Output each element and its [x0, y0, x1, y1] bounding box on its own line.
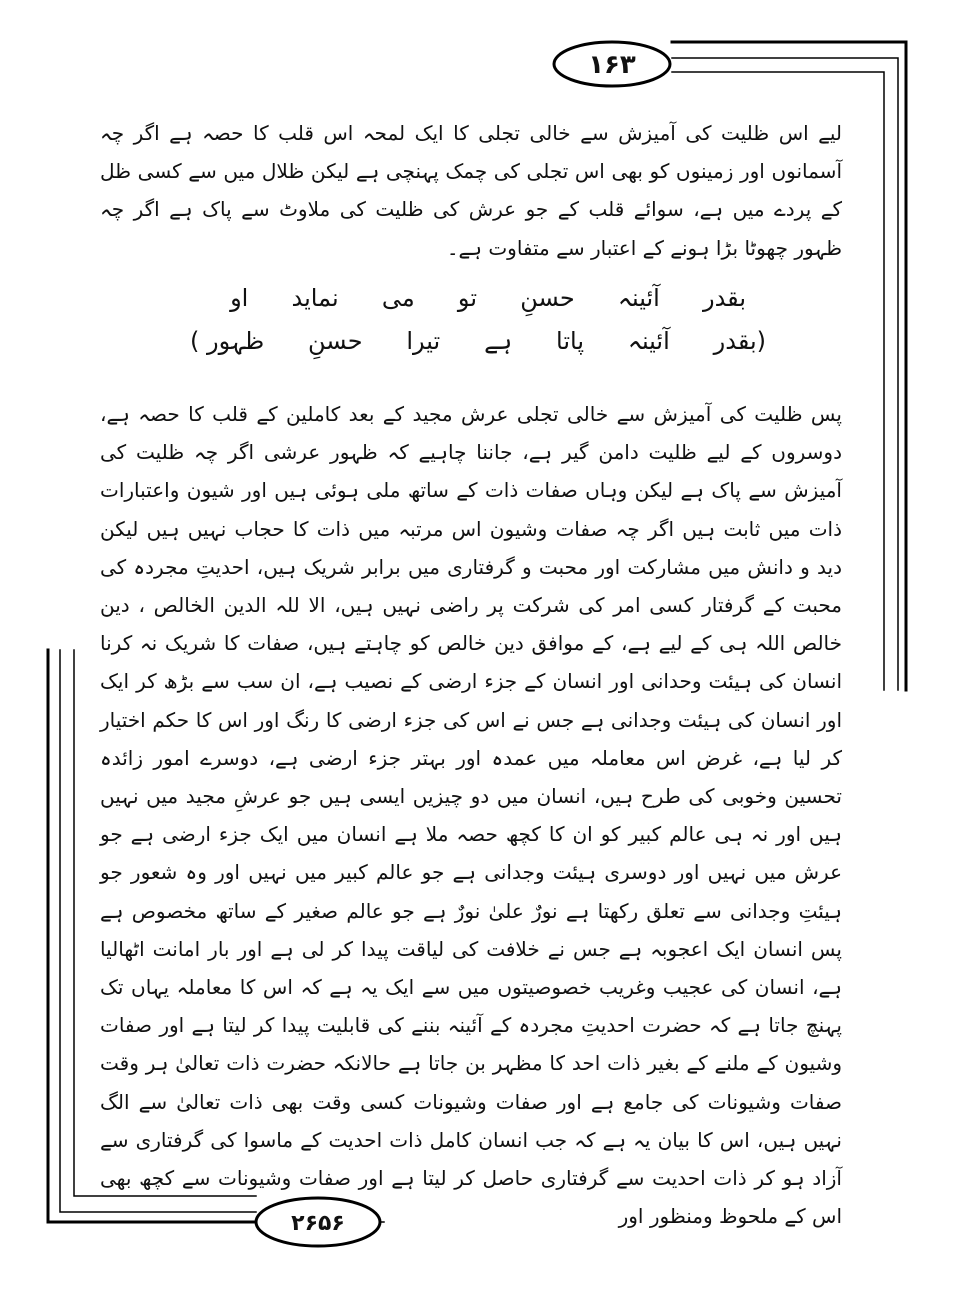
couplet-word: پاتا — [556, 327, 585, 355]
couplet-word: (بقدر — [713, 327, 766, 355]
couplet-line-1 — [118, 269, 824, 327]
couplet-line-2-translation — [118, 327, 824, 369]
paragraph-1: لیے اس ظلیت کی آمیزش سے خالی تجلی کا ایک لمحہ اس قلب کا حصہ ہے اگر چہ آسمانوں اور زمینوں کو بھی اس تجلی کی چمک پہنچی ہے لیکن ظلال میں سے کسی ظل کے پردے میں ہے، سوائے قلب کے جو عرش کی ظلیت کی ملاوٹ سے پاک ہے اگر چہ ظہور چھوٹا بڑا ہونے کے اعتبار سے متفاوت ہے۔ — [100, 121, 842, 260]
couplet-word: تو — [457, 284, 477, 312]
couplet-word: او — [230, 284, 249, 312]
header-page-number: ۱۶۳ — [588, 50, 636, 80]
paragraph-2: پس ظلیت کی آمیزش سے خالی تجلی عرش مجید کے بعد کاملین کے قلب کا حصہ ہے، دوسروں کے لیے ظلیت دامن گیر ہے، جاننا چاہیے کہ ظہور عرشی اگر چہ ظلیت کی آمیزش سے پاک ہے لیکن وہاں صفات ذات کے ساتھ ملی ہوئی ہیں اور شیون واعتبارات ذات میں ثابت ہیں اگر چہ صفات وشیون اس مرتبہ میں ذات کا حجاب نہیں ہیں لیکن دید و دانش میں مشارکت اور محبت و گرفتاری میں برابر شریک ہیں، احدیتِ مجردہ کی محبت کے گرفتار کسی امر کی شرکت پر راضی نہیں ہیں، الا للہ الدین الخالص ، دین خالص اللہ ہی کے لیے ہے، کے موافق دین خالص کو چاہتے ہیں، صفات کا شریک نہ کرنا انسان کی ہیئت وحدانی اور انسان کے جزء ارضی کے نصیب ہے، ان سب سے بڑھ کر ایک اور انسان کی ہیئت وجدانی ہے جس نے اس کی جزء ارضی کا رنگ اور اس کا حکم اختیار کر لیا ہے، غرض اس معاملہ میں عمدہ اور بہتر جزء ارضی ہے، دوسرے امور زائدہ تحسین وخوبی کی طرح ہیں، انسان میں دو چیزیں ایسی ہیں جو عرشِ مجید میں نہیں ہیں اور نہ ہی عالم کبیر کو ان کا کچھ حصہ ملا ہے انسان میں ایک جزء ارضی ہے جو عرش میں نہیں اور دوسری ہیئت وجدانی ہے جو عالم کبیر میں نہیں اور وہ شعور جو ہیئتِ وجدانی سے تعلق رکھتا ہے نورٌ علیٰ نورٌ ہے جو عالم صغیر کے ساتھ مخصوص ہے پس انسان ایک اعجوبہ ہے جس نے خلافت کی لیاقت پیدا کر لی ہے اور بار امانت اٹھالیا ہے، انسان کی عجیب وغریب خصوصیتوں میں سے ایک یہ ہے کہ اس کا معاملہ یہاں تک پہنچ جاتا ہے کہ حضرت احدیتِ مجردہ کے آئینہ بننے کی قابلیت پیدا کر لیتا ہے اور صفات وشیون کے ملنے کے بغیر ذات احد کا مظہر بن جاتا ہے حالانکہ حضرت ذات تعالیٰ ہر وقت صفات وشیونات کی جامع ہے اور صفات وشیونات کسی وقت بھی ذات تعالیٰ سے الگ نہیں ہیں، اس کا بیان یہ ہے کہ جب انسان کامل ذات احدیت کے ماسوا کی گرفتاری سے آزاد ہو کر ذات احدیت سے گرفتاری حاصل کر لیتا ہے اور صفات وشیونات سے کچھ بھی اس کے ملحوظ ومنظور اور — [100, 402, 842, 1229]
couplet-word: آئینہ — [617, 284, 660, 312]
footer-page-number: ۲۶۵۶ — [291, 1210, 345, 1236]
couplet-word: ہے — [484, 327, 513, 355]
couplet-word: ظہور ) — [190, 327, 265, 355]
couplet-word: حسنِ — [520, 284, 575, 312]
couplet-word: بقدر — [702, 284, 746, 312]
couplet-word: می — [381, 284, 415, 312]
couplet-word: آئینہ — [627, 327, 670, 355]
persian-couplet — [118, 269, 824, 369]
couplet-word: نماید — [291, 284, 339, 312]
couplet-word: حسنِ — [308, 327, 363, 355]
page-content — [100, 114, 842, 1235]
couplet-word: تیرا — [406, 327, 441, 355]
